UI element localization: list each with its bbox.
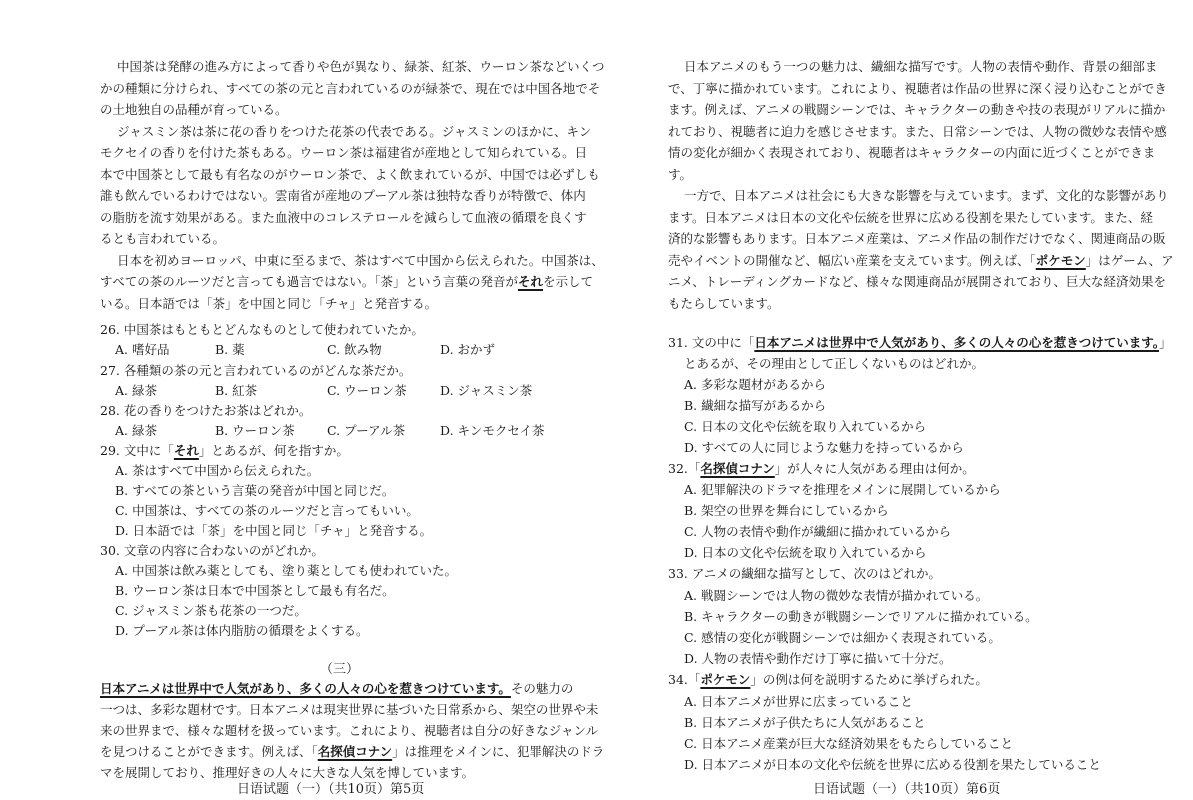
passage-line [100, 742, 604, 762]
question-28-stem: 28. 花の香りをつけたお茶はどれか。 [100, 403, 312, 418]
option-d: D. 人物の表情や動作だけ丁寧に描いて十分だ。 [684, 651, 952, 666]
text-span: 34.「 [668, 672, 701, 687]
text-span: を示して [543, 274, 594, 289]
option-b: B. 日本アニメが子供たちに人気があること [684, 715, 926, 730]
question-33-stem: 33. アニメの繊細な描写として、次のはどれか。 [668, 566, 941, 581]
passage-line [668, 251, 1174, 271]
passage-line: モクセイの香りを付けた茶もある。ウーロン茶は福建省が産地として知られている。日 [100, 145, 588, 160]
option-a: A. 緑茶 [115, 383, 157, 398]
passage-line: 日本アニメのもう一つの魅力は、繊細な描写です。人物の表情や動作、背景の細部ま [684, 59, 1158, 74]
page-footer: 日语试题（一）（共10页）第5页 [237, 782, 425, 797]
option-c: C. 飲み物 [327, 342, 382, 357]
text-span: 」が人々に人気がある理由は何か。 [774, 461, 975, 476]
underlined-term: それ [173, 443, 199, 458]
option-b: B. 繊細な描写があるから [684, 398, 827, 413]
option-d: D. キンモクセイ茶 [440, 423, 545, 438]
passage-line: 日本を初めヨーロッパ、中東に至るまで、茶はすべて中国から伝えられた。中国茶は、 [117, 253, 604, 268]
text-span: その魅力の [510, 681, 574, 696]
passage-line: マを展開しており、推理好きの人々に大きな人気を博しています。 [100, 765, 475, 780]
option-d: D. ジャスミン茶 [440, 383, 533, 398]
option-c: C. 中国茶は、すべての茶のルーツだと言ってもいい。 [115, 503, 419, 518]
passage-line: 一方で、日本アニメは社会にも大きな影響を与えています。まず、文化的な影響があり [684, 188, 1169, 203]
option-d: D. おかず [440, 342, 496, 357]
passage-line: ニメ、トレーディングカードなど、様々な関連商品が展開されており、巨大な経済効果を [668, 274, 1167, 289]
underlined-sentence: 日本アニメは世界中で人気があり、多くの人々の心を惹きつけています。 [754, 335, 1159, 350]
underlined-term: ポケモン [700, 672, 751, 687]
option-c: C. ジャスミン茶も花茶の一つだ。 [115, 603, 307, 618]
underlined-term: ポケモン [1035, 253, 1086, 268]
passage-line: 本で中国茶として最も有名なのがウーロン茶で、よく飲まれているが、中国では必ずしも [100, 167, 600, 182]
passage-line: 済的な影響もあります。日本アニメ産業は、アニメ作品の制作だけでなく、関連商品の販 [668, 231, 1166, 246]
text-span: 」 [1159, 335, 1172, 350]
option-d: D. 日本アニメが日本の文化や伝統を世界に広める役割を果たしていること [684, 757, 1101, 772]
passage-line: 一つは、多彩な題材です。日本アニメは現実世界に基づいた日常系から、架空の世界や未 [100, 702, 599, 717]
option-c: C. 感情の変化が戦闘シーンでは細かく表現されている。 [684, 630, 1001, 645]
question-34-stem [668, 670, 988, 690]
option-a: A. 緑茶 [115, 423, 157, 438]
option-c: C. ウーロン茶 [327, 383, 407, 398]
text-span: 」とあるが、何を指すか。 [198, 443, 349, 458]
passage-line: の脂肪を流す効果がある。また血液中のコレステロールを減らして血液の循環を良くす [100, 210, 587, 225]
passage-line: 来の世界まで、様々な題材を扱っています。これにより、視聴者は自分の好きなジャンル [100, 723, 599, 738]
question-30-stem: 30. 文章の内容に合わないのがどれか。 [100, 543, 324, 558]
passage-line: 情の変化が細かく表現されており、視聴者はキャラクターの内面に近づくことができま [668, 145, 1156, 160]
passage-line: で、丁寧に描かれています。これにより、視聴者は作品の世界に深く浸り込むことができ [668, 81, 1167, 96]
option-a: A. 戦闘シーンでは人物の微妙な表情が描かれている。 [684, 588, 989, 603]
option-b: B. ウーロン茶は日本で中国茶として最も有名だ。 [115, 583, 395, 598]
text-span: 32.「 [668, 461, 701, 476]
option-d: D. プーアル茶は体内脂肪の循環をよくする。 [115, 623, 369, 638]
option-b: B. 紅茶 [215, 383, 258, 398]
text-span: 」は推理をメインに、犯罪解決のドラ [392, 744, 605, 759]
section-heading: （三） [320, 662, 360, 677]
option-b: B. 薬 [215, 342, 245, 357]
option-a: A. 茶はすべて中国から伝えられた。 [115, 463, 320, 478]
passage-line: 誰も飲んでいるわけではない。雲南省が産地のプーアル茶は独特な香りが特徴で、体内 [100, 188, 586, 203]
question-27-stem: 27. 各種類の茶の元と言われているのがどんな茶だか。 [100, 363, 412, 378]
text-span: すべての茶のルーツだと言っても過言ではない。「茶」という言葉の発音が [100, 274, 519, 289]
passage-line: の土地独自の品種が育っている。 [100, 102, 288, 117]
passage-line: れており、視聴者に迫力を感じさせます。また、日常シーンでは、人物の微妙な表情や感 [668, 124, 1167, 139]
option-a: A. 日本アニメが世界に広まっていること [684, 694, 913, 709]
option-a: A. 多彩な題材があるから [684, 377, 826, 392]
option-d: D. 日本の文化や伝統を取り入れているから [684, 545, 927, 560]
underlined-term: 名探偵コナン [317, 744, 393, 759]
passage-line: かの種類に分けられ、すべての茶の元と言われているのが緑茶で、現在では中国各地でそ [100, 81, 601, 96]
passage-line [100, 679, 573, 699]
question-32-stem [668, 459, 975, 479]
option-a: A. 犯罪解決のドラマを推理をメインに展開しているから [684, 482, 1001, 497]
underlined-term: それ [518, 274, 544, 289]
underlined-sentence: 日本アニメは世界中で人気があり、多くの人々の心を惹きつけています。 [100, 681, 511, 696]
option-b: B. 架空の世界を舞台にしているから [684, 503, 889, 518]
question-31-stem-cont: とあるが、その理由として正しくないものはどれか。 [684, 356, 985, 371]
passage-line: もたらしています。 [668, 296, 780, 311]
passage-line: す。 [668, 167, 693, 182]
question-31-stem [668, 333, 1172, 353]
text-span: 31. 文の中に「 [668, 335, 755, 350]
text-span: 」はゲーム、ア [1085, 253, 1174, 268]
text-span: 」の例は何を説明するために挙げられた。 [750, 672, 988, 687]
option-a: A. 嗜好品 [115, 342, 170, 357]
option-c: C. 人物の表情や動作が繊細に描かれているから [684, 524, 952, 539]
exam-page-6 [596, 0, 1193, 800]
option-b: B. ウーロン茶 [215, 423, 295, 438]
passage-line: るとも言われている。 [100, 231, 226, 246]
passage-line: いる。日本語では「茶」を中国と同じ「チャ」と発音する。 [100, 296, 438, 311]
option-c: C. 日本の文化や伝統を取り入れているから [684, 419, 927, 434]
underlined-term: 名探偵コナン [700, 461, 775, 476]
passage-line: ジャスミン茶は茶に花の香りをつけた花茶の代表である。ジャスミンのほかに、キン [117, 124, 592, 139]
option-c: C. 日本アニメ産業が巨大な経済効果をもたらしていること [684, 736, 1013, 751]
passage-line: 中国茶は発酵の進み方によって香りや色が異なり、緑茶、紅茶、ウーロン茶などいくつ [117, 59, 605, 74]
text-span: 売やイベントの開催など、幅広い産業を支えています。例えば、「 [668, 253, 1036, 268]
option-c: C. プーアル茶 [327, 423, 406, 438]
passage-line: ます。日本アニメは日本の文化や伝統を世界に広める役割を果たしています。また、経 [668, 210, 1153, 225]
option-b: B. キャラクターの動きが戦闘シーンでリアルに描かれている。 [684, 609, 1038, 624]
passage-line [100, 272, 593, 292]
option-b: B. すべての茶という言葉の発音が中国と同じだ。 [115, 483, 395, 498]
passage-line: ます。例えば、アニメの戦闘シーンでは、キャラクターの動きや技の表現がリアルに描か [668, 102, 1166, 117]
question-26-stem: 26. 中国茶はもともとどんなものとして使われていたか。 [100, 322, 424, 337]
option-d: D. すべての人に同じような魅力を持っているから [684, 440, 964, 455]
question-29-stem [100, 441, 349, 461]
option-a: A. 中国茶は飲み薬としても、塗り薬としても使われていた。 [115, 563, 457, 578]
text-span: を見つけることができます。例えば、「 [100, 744, 318, 759]
option-d: D. 日本語では「茶」を中国と同じ「チャ」と発音する。 [115, 523, 433, 538]
text-span: 29. 文中に「 [100, 443, 174, 458]
page-footer: 日语试题（一）（共10页）第6页 [813, 782, 1001, 797]
